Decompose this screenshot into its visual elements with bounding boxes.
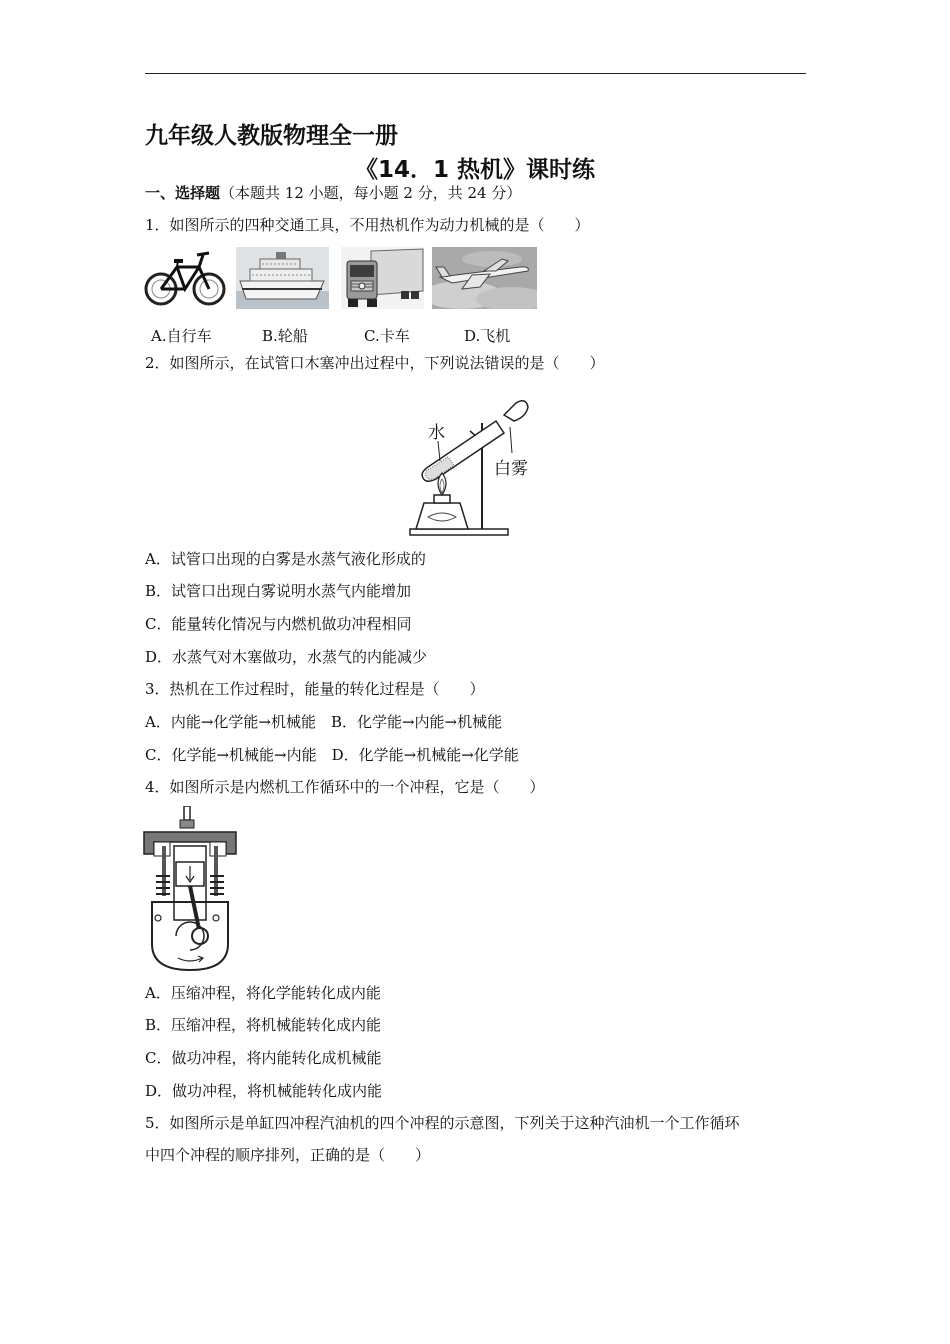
q1-caption-d: D.飞机: [464, 327, 511, 345]
q2-option-d: D．水蒸气对木塞做功，水蒸气的内能减少: [145, 648, 428, 666]
q4-option-a: A．压缩冲程，将化学能转化成内能: [145, 984, 381, 1002]
q1-caption-a: A.自行车: [151, 327, 212, 345]
q2-option-c: C．能量转化情况与内燃机做功冲程相同: [145, 615, 412, 633]
lesson-title: 《14．1 热机》课时练: [354, 157, 596, 183]
mist-label: 白雾: [494, 459, 528, 479]
test-tube-apparatus-figure: [404, 393, 550, 537]
question-3-stem: 3．热机在工作过程时，能量的转化过程是（ ）: [145, 680, 485, 698]
page-title: 九年级人教版物理全一册: [145, 123, 398, 149]
q4-option-d: D．做功冲程，将机械能转化成内能: [145, 1082, 383, 1100]
section-label: 一、选择题: [145, 184, 221, 202]
water-label: 水: [428, 423, 445, 443]
section-heading: [145, 183, 521, 203]
ship-image: [236, 247, 329, 309]
airplane-image: [432, 247, 537, 309]
section-note: （本题共 12 小题，每小题 2 分，共 24 分）: [220, 184, 522, 202]
q1-caption-b: B.轮船: [262, 327, 308, 345]
q4-option-b: B．压缩冲程，将机械能转化成内能: [145, 1016, 382, 1034]
question-4-stem: 4．如图所示是内燃机工作循环中的一个冲程，它是（ ）: [145, 778, 545, 796]
bicycle-image: [143, 247, 227, 309]
q4-option-c: C．做功冲程，将内能转化成机械能: [145, 1049, 382, 1067]
question-5-stem-line-2: 中四个冲程的顺序排列，正确的是（ ）: [145, 1146, 431, 1164]
q3-options-row-2: C．化学能→机械能→内能 D．化学能→机械能→化学能: [145, 746, 519, 764]
q2-option-b: B．试管口出现白雾说明水蒸气内能增加: [145, 582, 412, 600]
q1-caption-c: C.卡车: [364, 327, 410, 345]
question-2-stem: 2．如图所示，在试管口木塞冲出过程中，下列说法错误的是（ ）: [145, 354, 605, 372]
engine-cylinder-figure: [140, 806, 240, 974]
q2-option-a: A．试管口出现的白雾是水蒸气液化形成的: [145, 550, 426, 568]
question-1-stem: 1．如图所示的四种交通工具，不用热机作为动力机械的是（ ）: [145, 216, 590, 234]
q3-options-row-1: A．内能→化学能→机械能 B．化学能→内能→机械能: [145, 713, 503, 731]
question-5-stem-line-1: 5．如图所示是单缸四冲程汽油机的四个冲程的示意图，下列关于这种汽油机一个工作循环: [145, 1114, 740, 1132]
header-rule: [145, 73, 806, 74]
truck-image: [341, 247, 424, 309]
